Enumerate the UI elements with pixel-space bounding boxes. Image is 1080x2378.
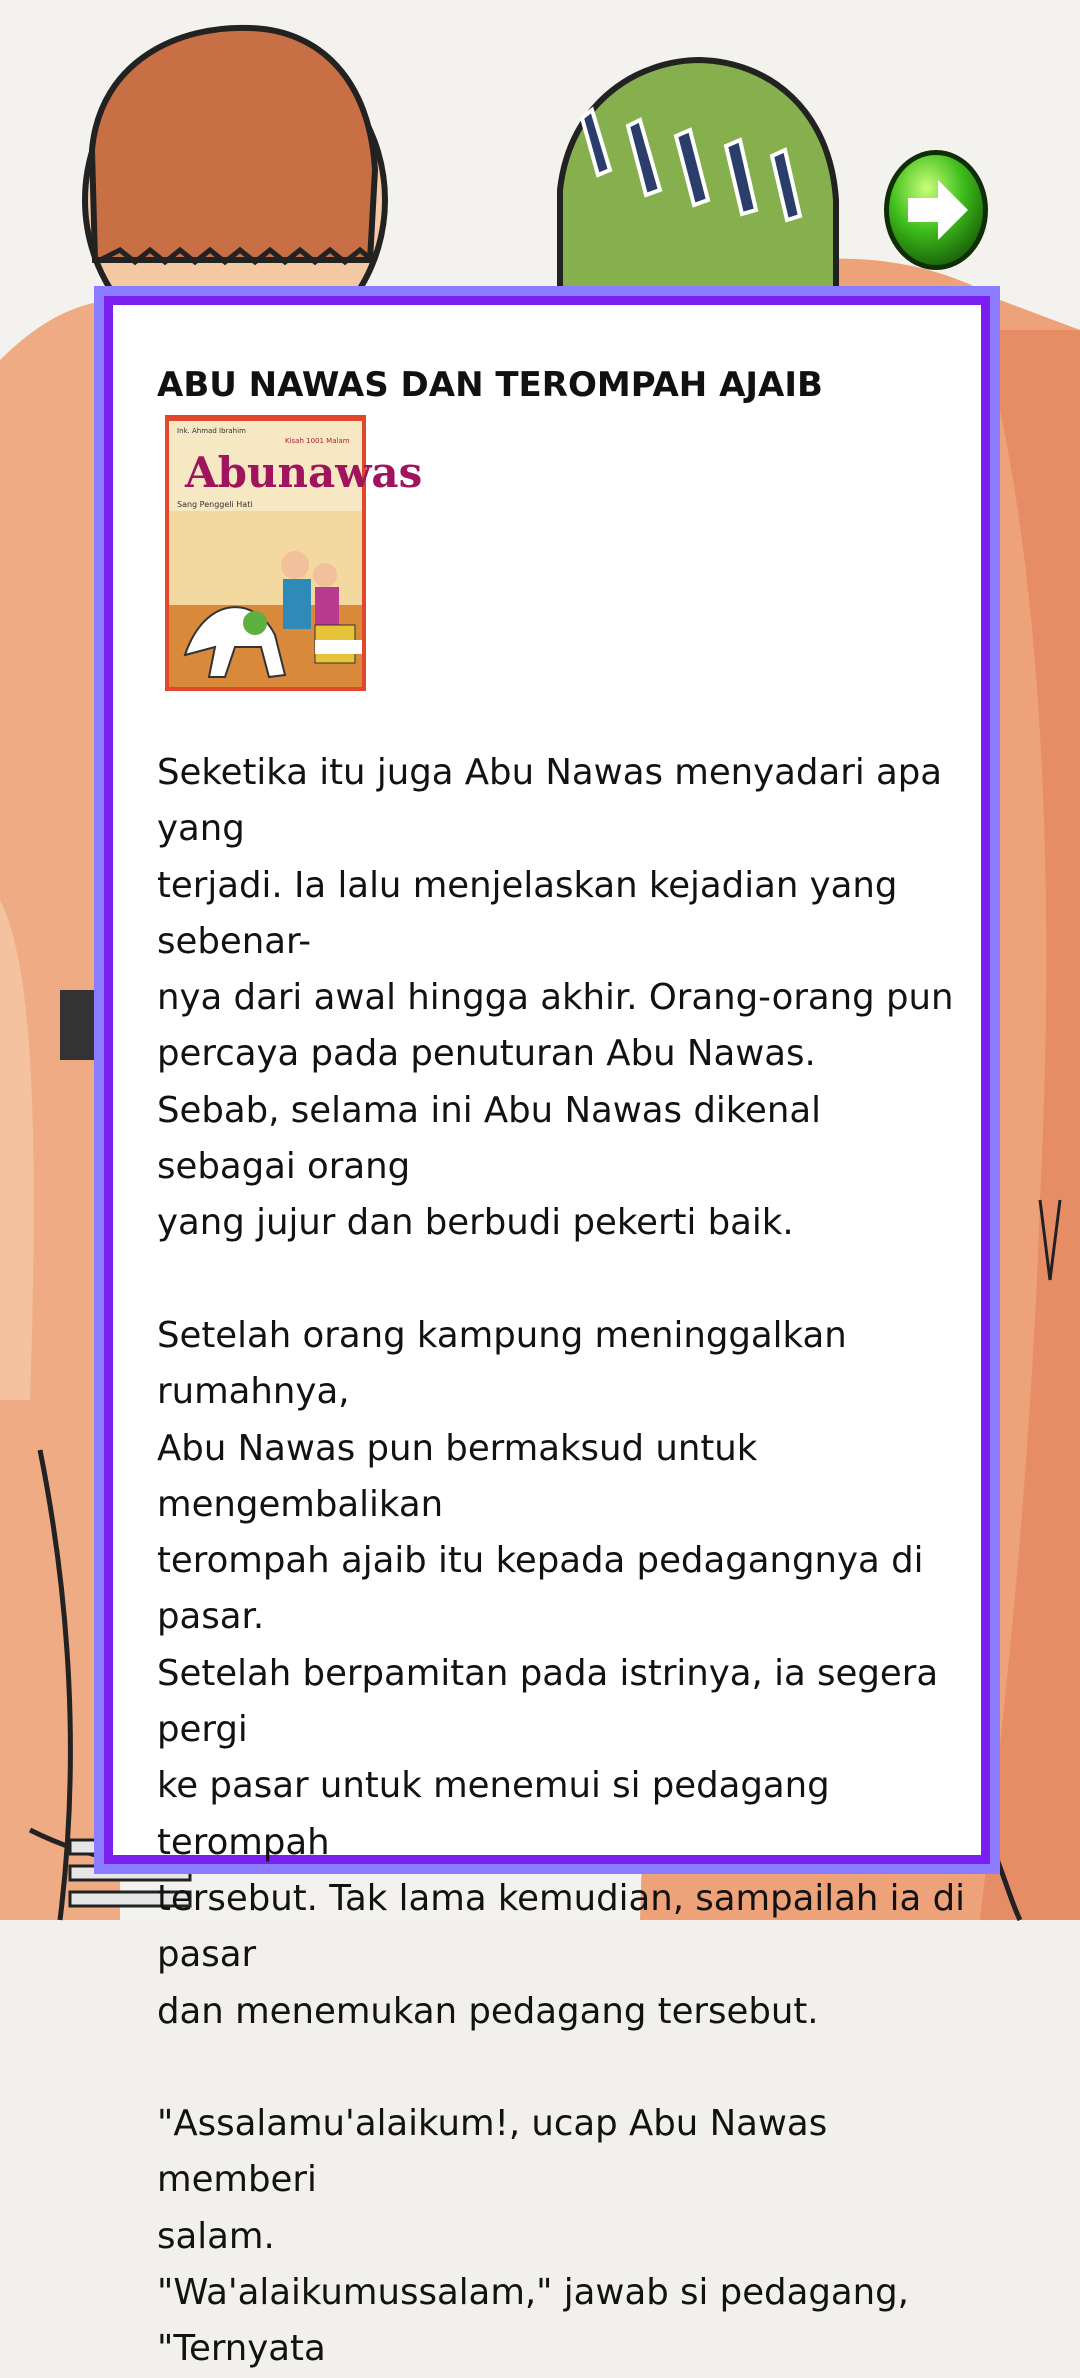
story-line: ke pasar untuk menemui si pedagang terompah [157, 1765, 830, 1863]
story-line: dan menemukan pedagang tersebut. [157, 1990, 819, 2032]
story-title: ABU NAWAS DAN TEROMPAH AJAIB [157, 365, 823, 405]
story-line: nya dari awal hingga akhir. Orang-orang pun [157, 977, 954, 1019]
story-line: Seketika itu juga Abu Nawas menyadari apa yang [157, 752, 943, 850]
story-frame [94, 286, 1000, 2370]
story-line: Setelah berpamitan pada istrinya, ia segera pergi [157, 1652, 939, 1751]
story-line: percaya pada penuturan Abu Nawas. [157, 1033, 816, 1075]
story-line: tersebut. Tak lama kemudian, sampailah ia di pasar [157, 1877, 965, 1976]
paragraph-gap [157, 1252, 967, 1308]
book-cover-image [165, 415, 423, 691]
story-line: Setelah orang kampung meninggalkan rumahnya, [157, 1314, 847, 1413]
story-line: "Wa'alaikumussalam," jawab si pedagang, "Ternyata [157, 2272, 909, 2370]
story-content[interactable] [157, 363, 967, 2370]
story-line: Abu Nawas pun bermaksud untuk mengembalikan [157, 1427, 758, 1525]
story-line: salam. [157, 2215, 275, 2257]
svg-text:Sang Penggeli Hati: Sang Penggeli Hati [177, 500, 253, 509]
svg-text:Kisah 1001 Malam: Kisah 1001 Malam [285, 437, 350, 445]
story-line: Sebab, selama ini Abu Nawas dikenal sebagai orang [157, 1089, 821, 1188]
svg-text:Abunawas: Abunawas [185, 448, 423, 497]
arrow-right-icon [880, 146, 992, 274]
story-line: "Assalamu'alaikum!, ucap Abu Nawas memberi [157, 2103, 828, 2201]
paragraph-gap [157, 2040, 967, 2096]
svg-text:Ink. Ahmad Ibrahim: Ink. Ahmad Ibrahim [177, 427, 246, 435]
story-panel[interactable] [104, 296, 990, 2370]
next-page-button[interactable] [880, 146, 992, 274]
story-body [157, 745, 967, 2378]
story-line: terompah ajaib itu kepada pedagangnya di pasar. [157, 1540, 924, 1638]
story-line: yang jujur dan berbudi pekerti baik. [157, 1202, 794, 1244]
story-line: terjadi. Ia lalu menjelaskan kejadian yang sebenar- [157, 864, 898, 962]
